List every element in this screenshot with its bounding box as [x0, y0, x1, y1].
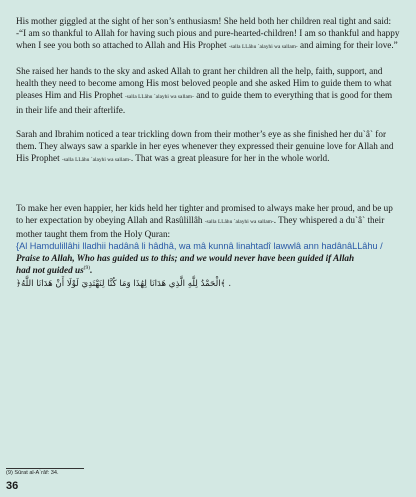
translation-end: . — [90, 265, 93, 276]
quote-transliteration — [16, 240, 400, 252]
translation-line-2: had not guided us — [16, 265, 84, 276]
salutation-small: -salla LLâhu `alayhi wa sallam- — [61, 156, 131, 163]
page-body — [16, 15, 400, 290]
quote-translation — [16, 252, 400, 276]
translation-line-1: Praise to Allah, Who has guided us to this; and we would never have been guided if Allah — [16, 253, 355, 264]
paragraph-4-text-b: . They whispered a du`â` their mother taught them from the Holy Quran: — [16, 215, 385, 240]
paragraph-4-text-a: To make her even happier, her kids held her tighter and promised to always make her proud, and be up to her expectation by obeying Allah and Rasûlillâh — [16, 202, 393, 226]
paragraph-3 — [16, 128, 400, 166]
footnote-marker: (9) — [83, 265, 91, 272]
paragraph-1-text-b: and aiming for their love.” — [297, 40, 398, 51]
paragraph-2-text-b: and to guide them to everything that is good for them in their life and their afterlife. — [16, 90, 393, 115]
salutation-small: -salla LLâhu `alayhi wa sallam- — [204, 219, 274, 226]
paragraph-2 — [16, 65, 400, 115]
page-number: 36 — [6, 480, 19, 492]
paragraph-1-text-a: His mother giggled at the sight of her son’s enthusiasm! She held both her children real tight and said: -“I am so thankful to Allah for having such pious and pure-hearted-children! I am so thankful and happy when I see you both so attached to Allah and His Prophet — [16, 16, 400, 51]
footnote-divider — [6, 468, 84, 469]
arabic-verse: ﴿الْحَمْدُ لِلَّهِ الَّذِي هَدَانَا لِهَٰذَا وَمَا كُنَّا لِنَهْتَدِيَ لَوْلَا أَنْ هَدَانَا اللَّهُ﴾ . — [16, 278, 232, 289]
salutation-small: -salla LLâhu `alayhi wa sallam- — [228, 44, 298, 51]
transliteration-text: {Al Hamdulillâhi lladhii hadânâ li hâdhâ, wa mâ kunnâ linahtadî lawwlâ ann hadânâLLâhu / — [16, 241, 383, 252]
paragraph-1 — [16, 15, 400, 53]
quote-arabic — [16, 277, 400, 290]
paragraph-3-text-a: Sarah and Ibrahim noticed a tear trickling down from their mother’s eye as she finished her du`â` for them. They always saw a sparkle in her eyes whenever they expressed their genuine love for Allah and His Prophet — [16, 128, 394, 163]
footnote-text: (9) Sûrat al-A`râf: 34. — [6, 470, 59, 476]
paragraph-3-text-b: . That was a great pleasure for her in the whole world. — [130, 152, 330, 163]
paragraph-2-text-a: She raised her hands to the sky and asked Allah to grant her children all the help, faith, support, and health they need to become among His most beloved people and she asked Him to guide them to what pleases Him and His Prophet — [16, 66, 392, 101]
salutation-small: -salla LLâhu `alayhi wa sallam- — [124, 94, 194, 101]
paragraph-4 — [16, 202, 400, 240]
